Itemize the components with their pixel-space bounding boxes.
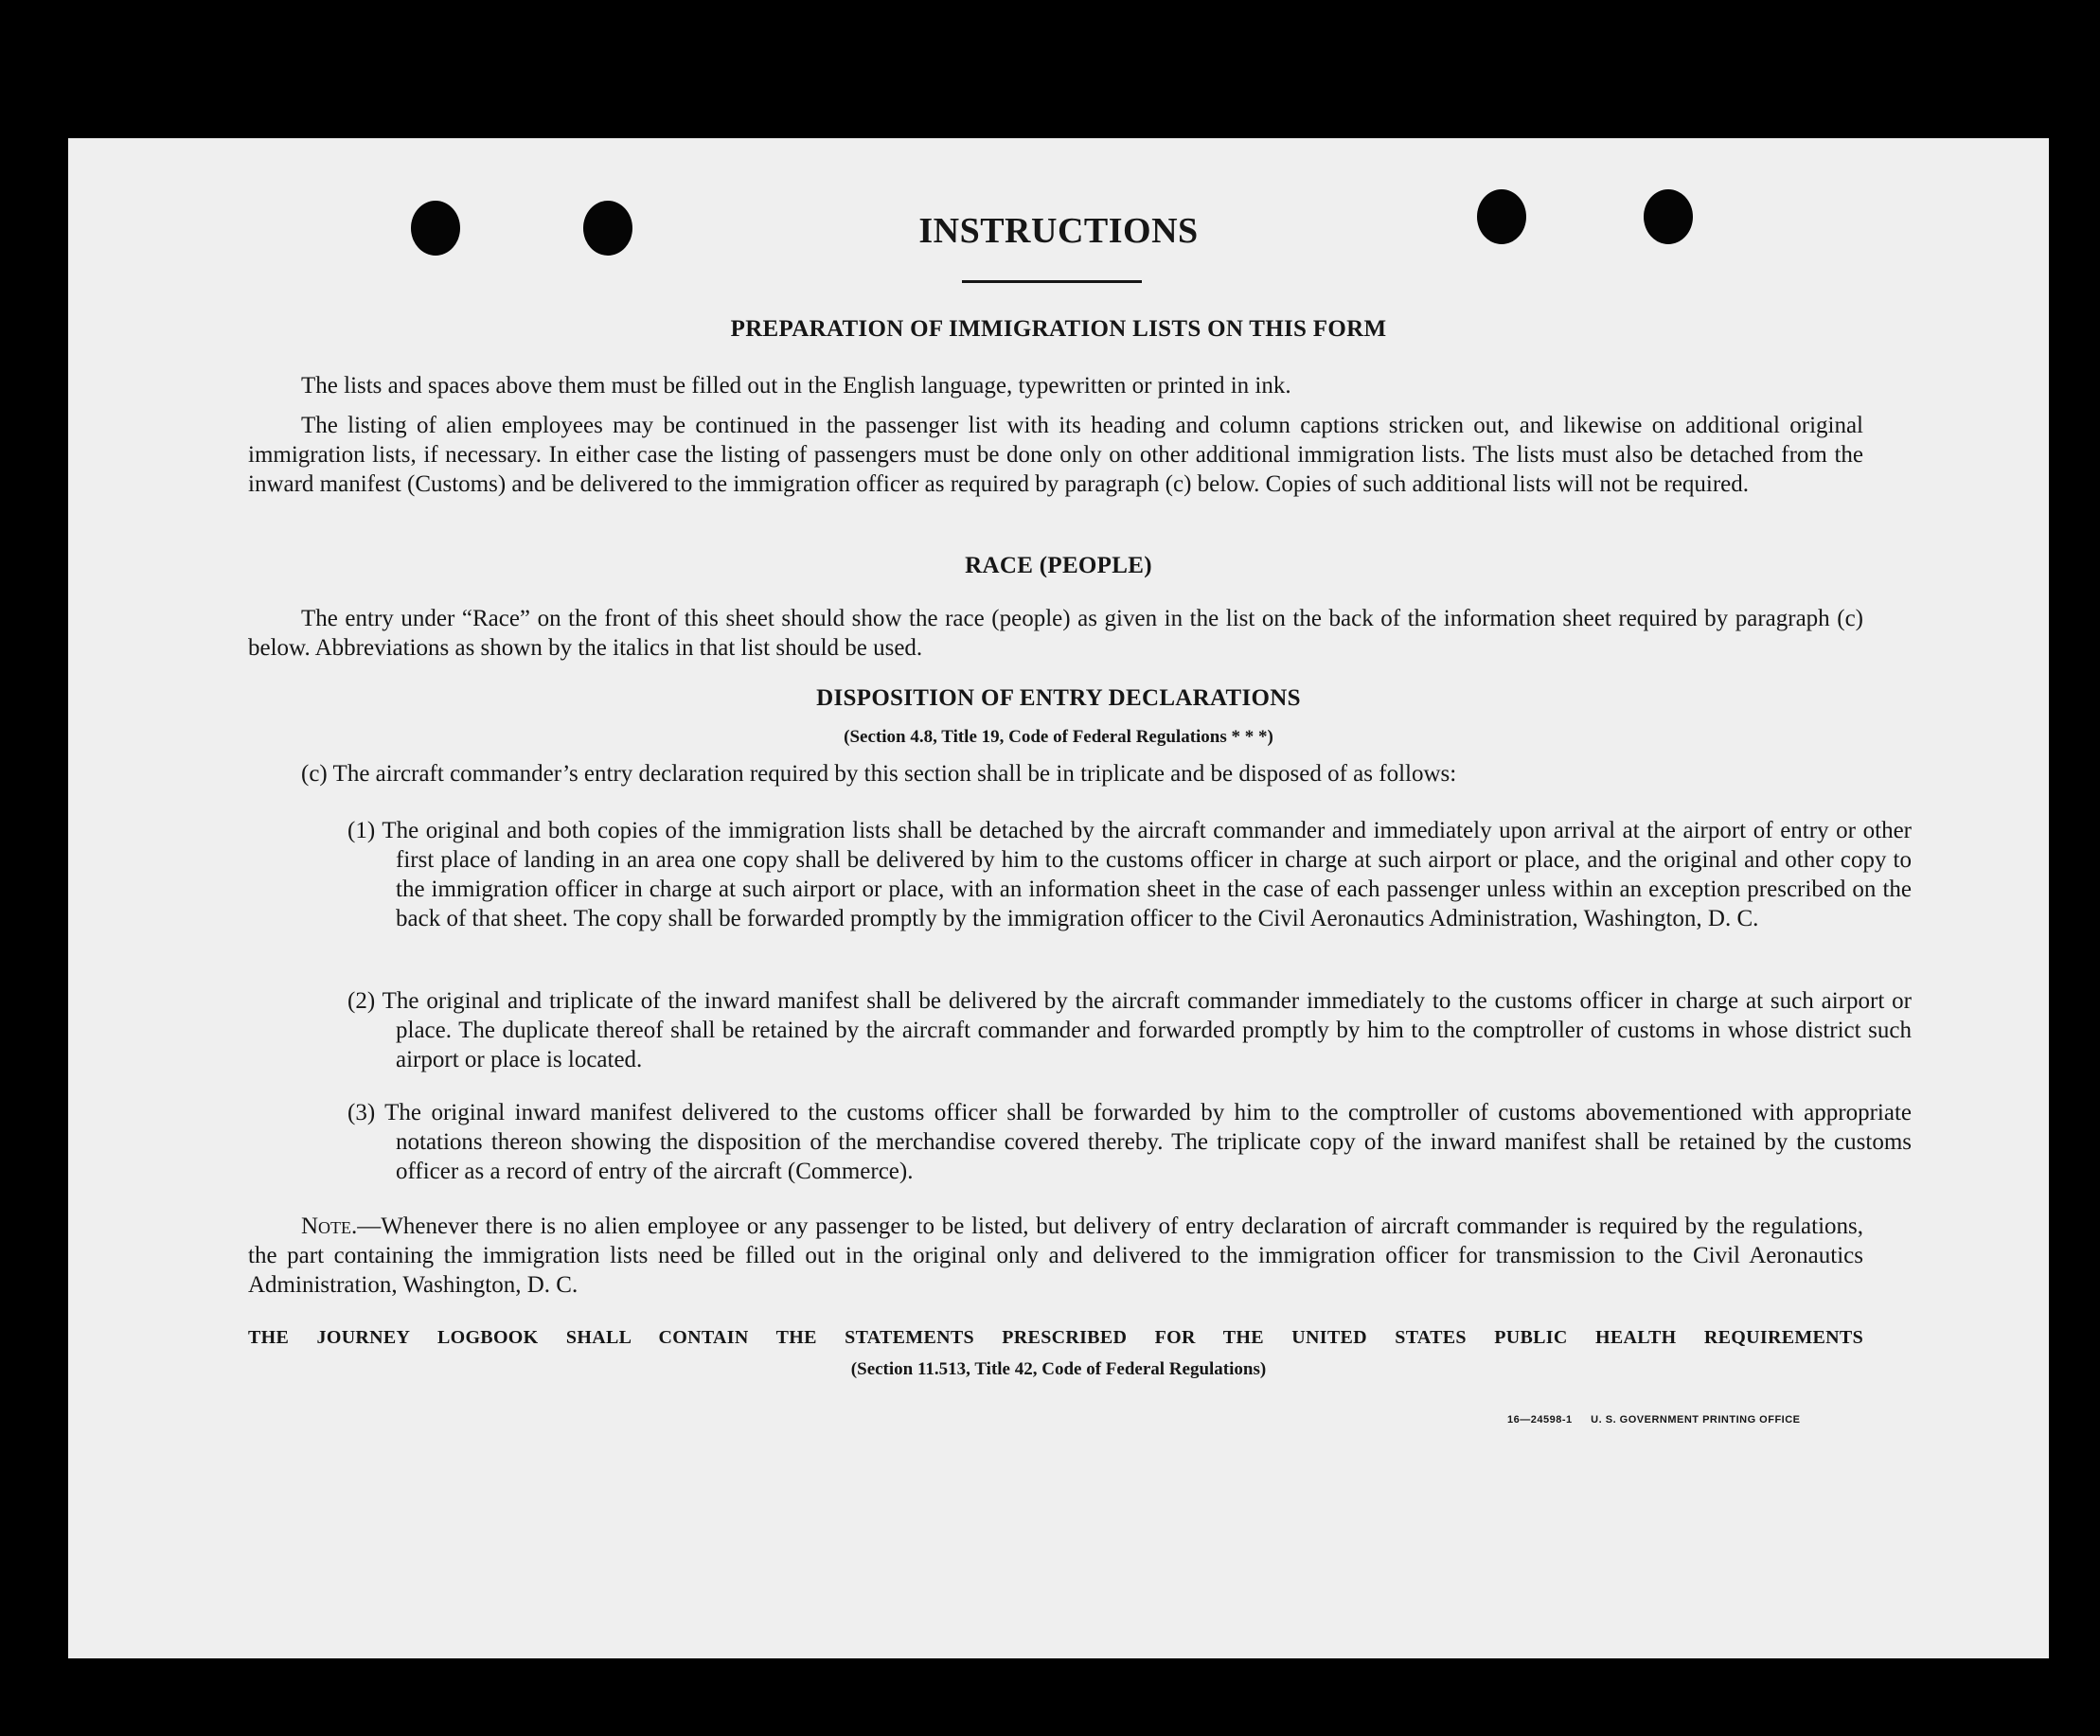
preparation-heading: PREPARATION OF IMMIGRATION LISTS ON THIS FORM <box>730 316 1387 342</box>
disposition-item-1: (1) The original and both copies of the immigration lists shall be detached by the aircraft commander and immediately upon arrival at the airport of entry or other first place of landing in an area one copy shall be delivered by him to the customs officer in charge at such airport or place, and the original and other copy to the immigration officer in charge at such airport or place, with an information sheet in the case of each passenger unless within an exception prescribed on the back of that sheet. The copy shall be forwarded promptly by the immigration officer to the Civil Aeronautics Administration, Washington, D. C. <box>347 818 1912 931</box>
preparation-paragraph-1: The lists and spaces above them must be filled out in the English language, typewritten or printed in ink. <box>301 373 1291 399</box>
race-heading: RACE (PEOPLE) <box>965 553 1152 578</box>
printer-imprint <box>1507 1414 1801 1426</box>
printer-name: U. S. GOVERNMENT PRINTING OFFICE <box>1591 1414 1801 1426</box>
note-paragraph <box>248 1212 1863 1300</box>
journey-citation: (Section 11.513, Title 42, Code of Federal Regulations) <box>850 1359 1267 1379</box>
note-label: Note. <box>301 1213 358 1239</box>
disposition-citation: (Section 4.8, Title 19, Code of Federal Regulations * * *) <box>844 727 1273 747</box>
note-text: —Whenever there is no alien employee or any passenger to be listed, but delivery of entry declaration of aircraft commander is required by the regulations, the part containing the immigration lists need be filled out in the original only and delivered to the immigration officer for transmission to the Civil Aeronautics Administration, Washington, D. C. <box>248 1213 1863 1298</box>
form-number: 16—24598-1 <box>1507 1414 1573 1426</box>
page-title: INSTRUCTIONS <box>918 211 1199 251</box>
journey-logbook-statement: THE JOURNEY LOGBOOK SHALL CONTAIN THE STATEMENTS PRESCRIBED FOR THE UNITED STATES PUBLIC HEALTH REQUIREMENTS <box>248 1327 1863 1348</box>
disposition-heading: DISPOSITION OF ENTRY DECLARATIONS <box>816 685 1301 711</box>
disposition-item-3: (3) The original inward manifest delivered to the customs officer shall be forwarded by him to the comptroller of customs abovementioned with appropriate notations thereon showing the disposition of the merchandise covered thereby. The triplicate copy of the inward manifest shall be retained by the customs officer as a record of entry of the aircraft (Commerce). <box>347 1100 1912 1184</box>
race-paragraph: The entry under “Race” on the front of this sheet should show the race (people) as given in the list on the back of the information sheet required by paragraph (c) below. Abbreviations as shown by the italics in that list should be used. <box>248 606 1863 661</box>
disposition-item-2: (2) The original and triplicate of the inward manifest shall be delivered by the aircraft commander immediately to the customs officer in charge at such airport or place. The duplicate thereof shall be retained by the aircraft commander and forwarded promptly by him to the comptroller of customs in whose district such airport or place is located. <box>347 988 1912 1072</box>
disposition-intro: (c) The aircraft commander’s entry declaration required by this section shall be in triplicate and be disposed of as follows: <box>301 761 1457 787</box>
preparation-paragraph-2: The listing of alien employees may be continued in the passenger list with its heading and column captions stricken out, and likewise on additional original immigration lists, if necessary. In either case the listing of passengers must be done only on other additional immigration lists. The lists must also be detached from the inward manifest (Customs) and be delivered to the immigration officer as required by paragraph (c) below. Copies of such additional lists will not be required. <box>248 413 1863 497</box>
document-page <box>68 138 2049 1658</box>
title-rule <box>962 280 1142 283</box>
